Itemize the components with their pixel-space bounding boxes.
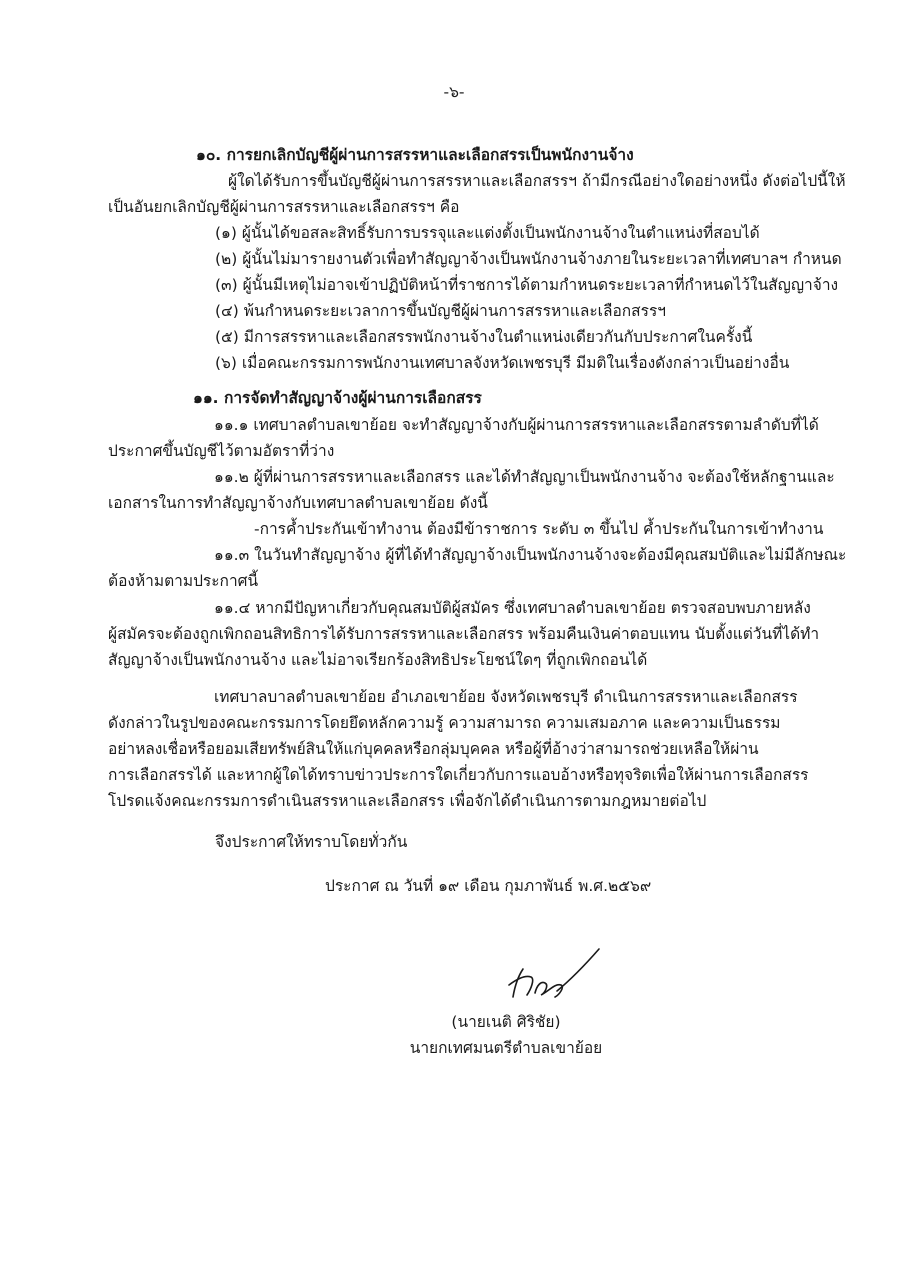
clause-11-1-line: ๑๑.๑ เทศบาลตำบลเขาย้อย จะทำสัญญาจ้างกับผู้ผ่านการสรรหาและเลือกสรรตามลำดับที่ได้: [214, 416, 819, 434]
clause-11-4-line: ๑๑.๔ หากมีปัญหาเกี่ยวกับคุณสมบัติผู้สมัคร ซึ่งเทศบาลตำบลเขาย้อย ตรวจสอบพบภายหลัง: [214, 599, 811, 617]
cancel-condition-item: (๔) พ้นกำหนดระยะเวลาการขึ้นบัญชีผู้ผ่านการสรรหาและเลือกสรรฯ: [215, 302, 666, 320]
closing-paragraph-line: โปรดแจ้งคณะกรรมการดำเนินสรรหาและเลือกสรร เพื่อจักได้ดำเนินการตามกฎหมายต่อไป: [108, 792, 707, 810]
signatory-name: (นายเนติ ศิริชัย): [451, 1013, 561, 1031]
page-number: -๖-: [443, 83, 465, 101]
closing-paragraph-line: เทศบาลบาลตำบลเขาย้อย อำเภอเขาย้อย จังหวัดเพชรบุรี ดำเนินการสรรหาและเลือกสรร: [214, 688, 798, 706]
clause-11-4-line: สัญญาจ้างเป็นพนักงานจ้าง และไม่อาจเรียกร้องสิทธิประโยชน์ใดๆ ที่ถูกเพิกถอนได้: [108, 651, 648, 669]
cancel-condition-item: (๖) เมื่อคณะกรรมการพนักงานเทศบาลจังหวัดเพชรบุรี มีมติในเรื่องดังกล่าวเป็นอย่างอื่น: [215, 354, 790, 372]
clause-11-2-line: เอกสารในการทำสัญญาจ้างกับเทศบาลตำบลเขาย้อย ดังนี้: [108, 494, 488, 512]
cancel-condition-item: (๓) ผู้นั้นมีเหตุไม่อาจเข้าปฏิบัติหน้าที่ราชการได้ตามกำหนดระยะเวลาที่กำหนดไว้ในสัญญาจ้าง: [215, 276, 839, 294]
announcement: จึงประกาศให้ทราบโดยทั่วกัน: [215, 833, 408, 851]
clause-11-4-line: ผู้สมัครจะต้องถูกเพิกถอนสิทธิการได้รับการสรรหาและเลือกสรร พร้อมคืนเงินค่าตอบแทน นับตั้งแต่วันที่ได้ทำ: [108, 625, 820, 643]
clause-11-2-line: ๑๑.๒ ผู้ที่ผ่านการสรรหาและเลือกสรร และได้ทำสัญญาเป็นพนักงานจ้าง จะต้องใช้หลักฐานและ: [214, 468, 835, 486]
signature-image: [505, 945, 605, 1007]
clause-11-3-line: ๑๑.๓ ในวันทำสัญญาจ้าง ผู้ที่ได้ทำสัญญาจ้างเป็นพนักงานจ้างจะต้องมีคุณสมบัติและไม่มีลักษณะ: [214, 546, 847, 564]
section-11-heading: ๑๑. การจัดทำสัญญาจ้างผู้ผ่านการเลือกสรร: [193, 389, 482, 407]
cancel-condition-item: (๑) ผู้นั้นได้ขอสละสิทธิ์รับการบรรจุและแต่งตั้งเป็นพนักงานจ้างในตำแหน่งที่สอบได้: [215, 224, 760, 242]
clause-11-1-line: ประกาศขึ้นบัญชีไว้ตามอัตราที่ว่าง: [108, 442, 335, 460]
clause-11-3-line: ต้องห้ามตามประกาศนี้: [108, 572, 259, 590]
closing-paragraph-line: การเลือกสรรได้ และหากผู้ใดได้ทราบข่าวประการใดเกี่ยวกับการแอบอ้างหรือทุจริตเพื่อให้ผ่านการเลือกสรร: [108, 766, 809, 784]
cancel-condition-item: (๒) ผู้นั้นไม่มารายงานตัวเพื่อทำสัญญาจ้างเป็นพนักงานจ้างภายในระยะเวลาที่เทศบาลฯ กำหนด: [215, 250, 842, 268]
closing-paragraph-line: อย่าหลงเชื่อหรือยอมเสียทรัพย์สินให้แก่บุคคลหรือกลุ่มบุคคล หรือผู้ที่อ้างว่าสามารถช่วยเหลือให้ผ่าน: [108, 740, 759, 758]
announcement-date: ประกาศ ณ วันที่ ๑๙ เดือน กุมภาพันธ์ พ.ศ.๒๕๖๙: [325, 877, 652, 895]
cancel-condition-item: (๕) มีการสรรหาและเลือกสรรพนักงานจ้างในตำแหน่งเดียวกันกับประกาศในครั้งนี้: [215, 328, 753, 346]
closing-paragraph-line: ดังกล่าวในรูปของคณะกรรมการโดยยึดหลักความรู้ ความสามารถ ความเสมอภาค และความเป็นธรรม: [108, 714, 781, 732]
section-10-intro-line: เป็นอันยกเลิกบัญชีผู้ผ่านการสรรหาและเลือกสรรฯ คือ: [108, 198, 460, 216]
signatory-position: นายกเทศมนตรีตำบลเขาย้อย: [409, 1039, 603, 1057]
section-10-intro-line: ผู้ใดได้รับการขึ้นบัญชีผู้ผ่านการสรรหาและเลือกสรรฯ ถ้ามีกรณีอย่างใดอย่างหนึ่ง ดังต่อไปนี้ให้: [228, 172, 846, 190]
section-10-heading: ๑๐. การยกเลิกบัญชีผู้ผ่านการสรรหาและเลือกสรรเป็นพนักงานจ้าง: [196, 146, 634, 164]
clause-11-2-guarantee: -การค้ำประกันเข้าทำงาน ต้องมีข้าราชการ ระดับ ๓ ขึ้นไป ค้ำประกันในการเข้าทำงาน: [254, 520, 824, 538]
